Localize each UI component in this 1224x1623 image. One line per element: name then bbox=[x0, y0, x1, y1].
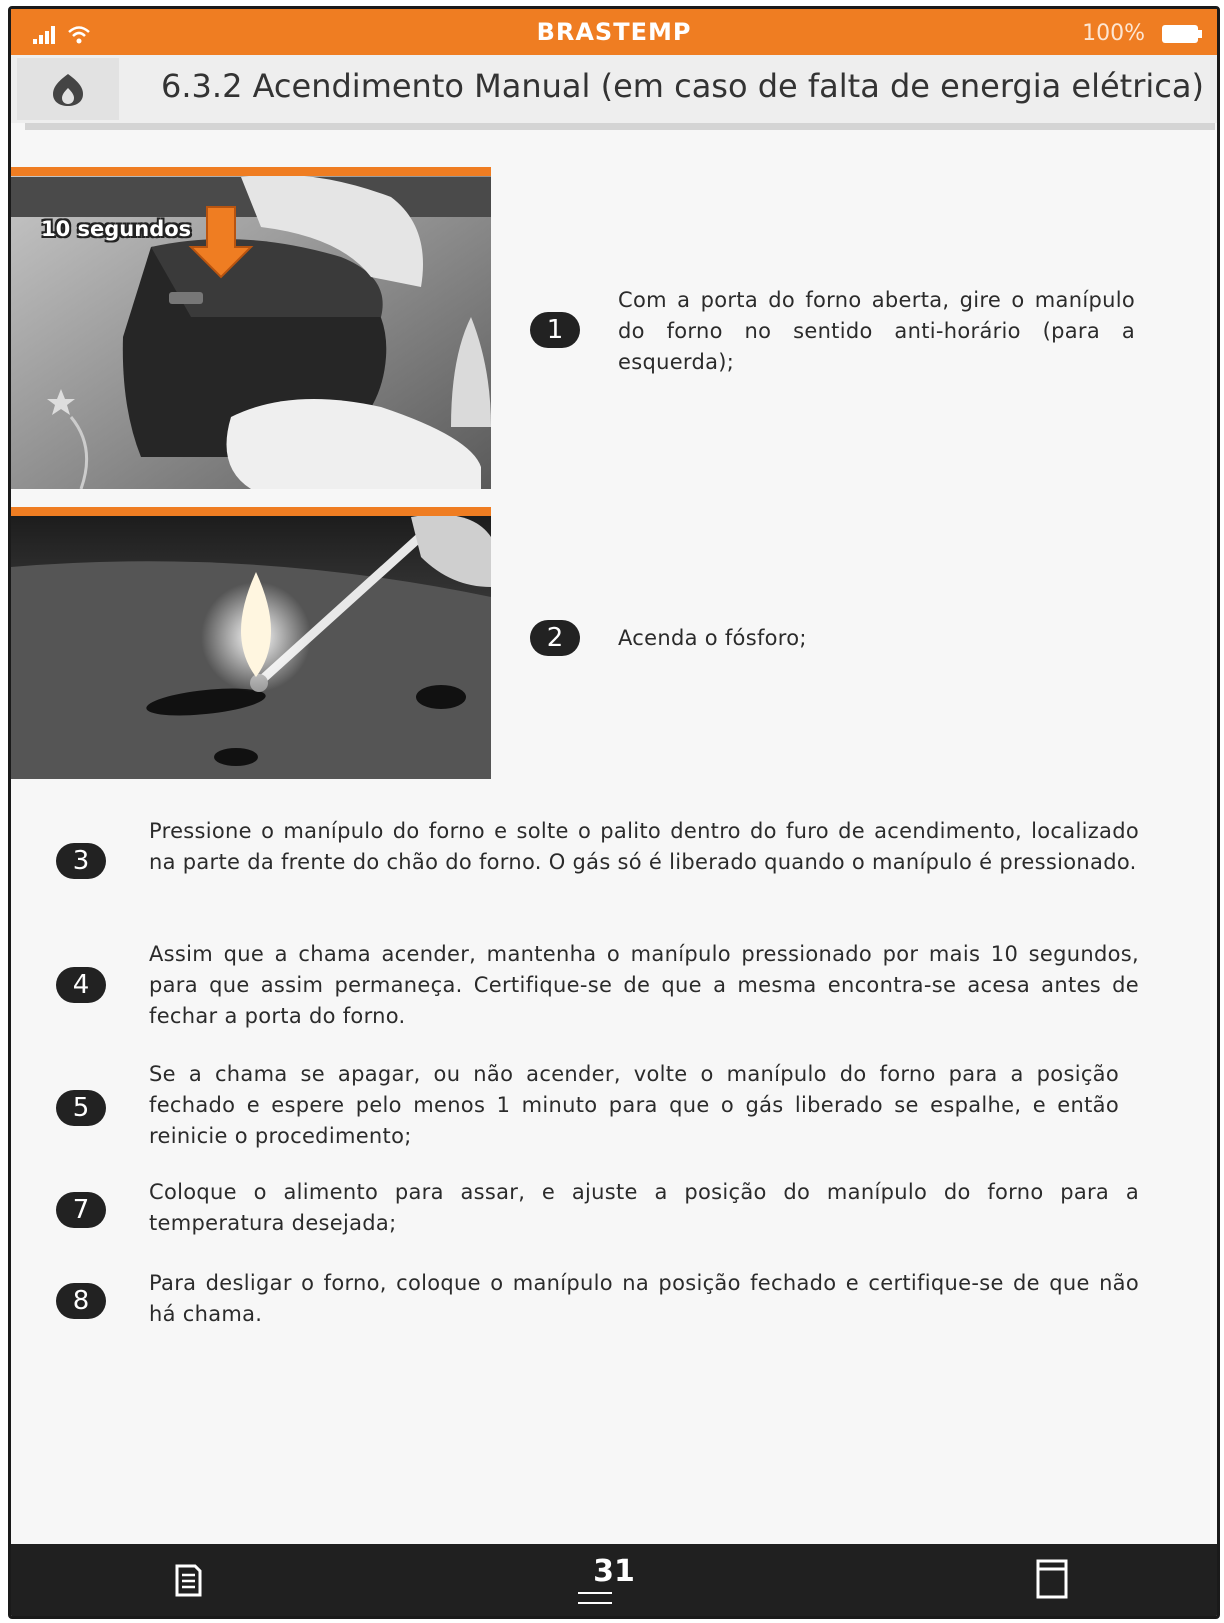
step-number-badge: 7 bbox=[56, 1192, 106, 1228]
step-number-badge: 1 bbox=[530, 312, 580, 348]
device-frame bbox=[8, 6, 1220, 1619]
step-number-badge: 2 bbox=[530, 620, 580, 656]
page-number[interactable]: 31 bbox=[593, 1554, 635, 1589]
status-bar bbox=[11, 9, 1217, 55]
step-text: Se a chama se apagar, ou não acender, volte o manípulo do forno para a posição fechado e espere pelo menos 1 minuto para que o gás liberado se espalhe, e então reinicie o procedimento; bbox=[149, 1062, 1119, 1148]
page-header bbox=[11, 55, 1217, 123]
step-text: Coloque o alimento para assar, e ajuste a posição do manípulo do forno para a temperatura desejada; bbox=[149, 1180, 1139, 1235]
step-number-badge: 8 bbox=[56, 1283, 106, 1319]
photo-overlay-label: 10 segundos bbox=[41, 217, 192, 241]
flame-button[interactable] bbox=[17, 58, 119, 120]
photo-accent-bar bbox=[11, 167, 491, 176]
battery-icon bbox=[1161, 23, 1203, 45]
title-divider bbox=[25, 123, 1215, 130]
step-text: Assim que a chama acender, mantenha o manípulo pressionado por mais 10 segundos, para que assim permaneça. Certifique-se de que a mesma encontra-se acesa antes de fechar a porta do forno. bbox=[149, 942, 1139, 1028]
step-text: Pressione o manípulo do forno e solte o palito dentro do furo de acendimento, localizado na parte da frente do chão do forno. O gás só é liberado quando o manípulo é pressionado. bbox=[149, 819, 1139, 874]
bottom-nav bbox=[11, 1544, 1217, 1616]
step-number-badge: 4 bbox=[56, 967, 106, 1003]
step-text: Com a porta do forno aberta, gire o manípulo do forno no sentido anti-horário (para a esquerda); bbox=[618, 288, 1135, 374]
flame-icon bbox=[50, 72, 86, 108]
match-photo bbox=[11, 507, 491, 779]
page-title: 6.3.2 Acendimento Manual (em caso de falta de energia elétrica) bbox=[161, 67, 1204, 105]
photo-accent-bar bbox=[11, 507, 491, 516]
step-number-badge: 3 bbox=[56, 843, 106, 879]
step-number-badge: 5 bbox=[56, 1090, 106, 1126]
step-text: Acenda o fósforo; bbox=[618, 626, 807, 650]
page-menu-icon[interactable] bbox=[578, 1592, 612, 1604]
book-icon[interactable] bbox=[1035, 1558, 1069, 1600]
step-text: Para desligar o forno, coloque o manípulo na posição fechado e certifique-se de que não há chama. bbox=[149, 1271, 1139, 1326]
battery-percent: 100% bbox=[1082, 21, 1145, 46]
knob-photo bbox=[11, 167, 491, 489]
brand-logo: BRASTEMP bbox=[536, 18, 692, 46]
